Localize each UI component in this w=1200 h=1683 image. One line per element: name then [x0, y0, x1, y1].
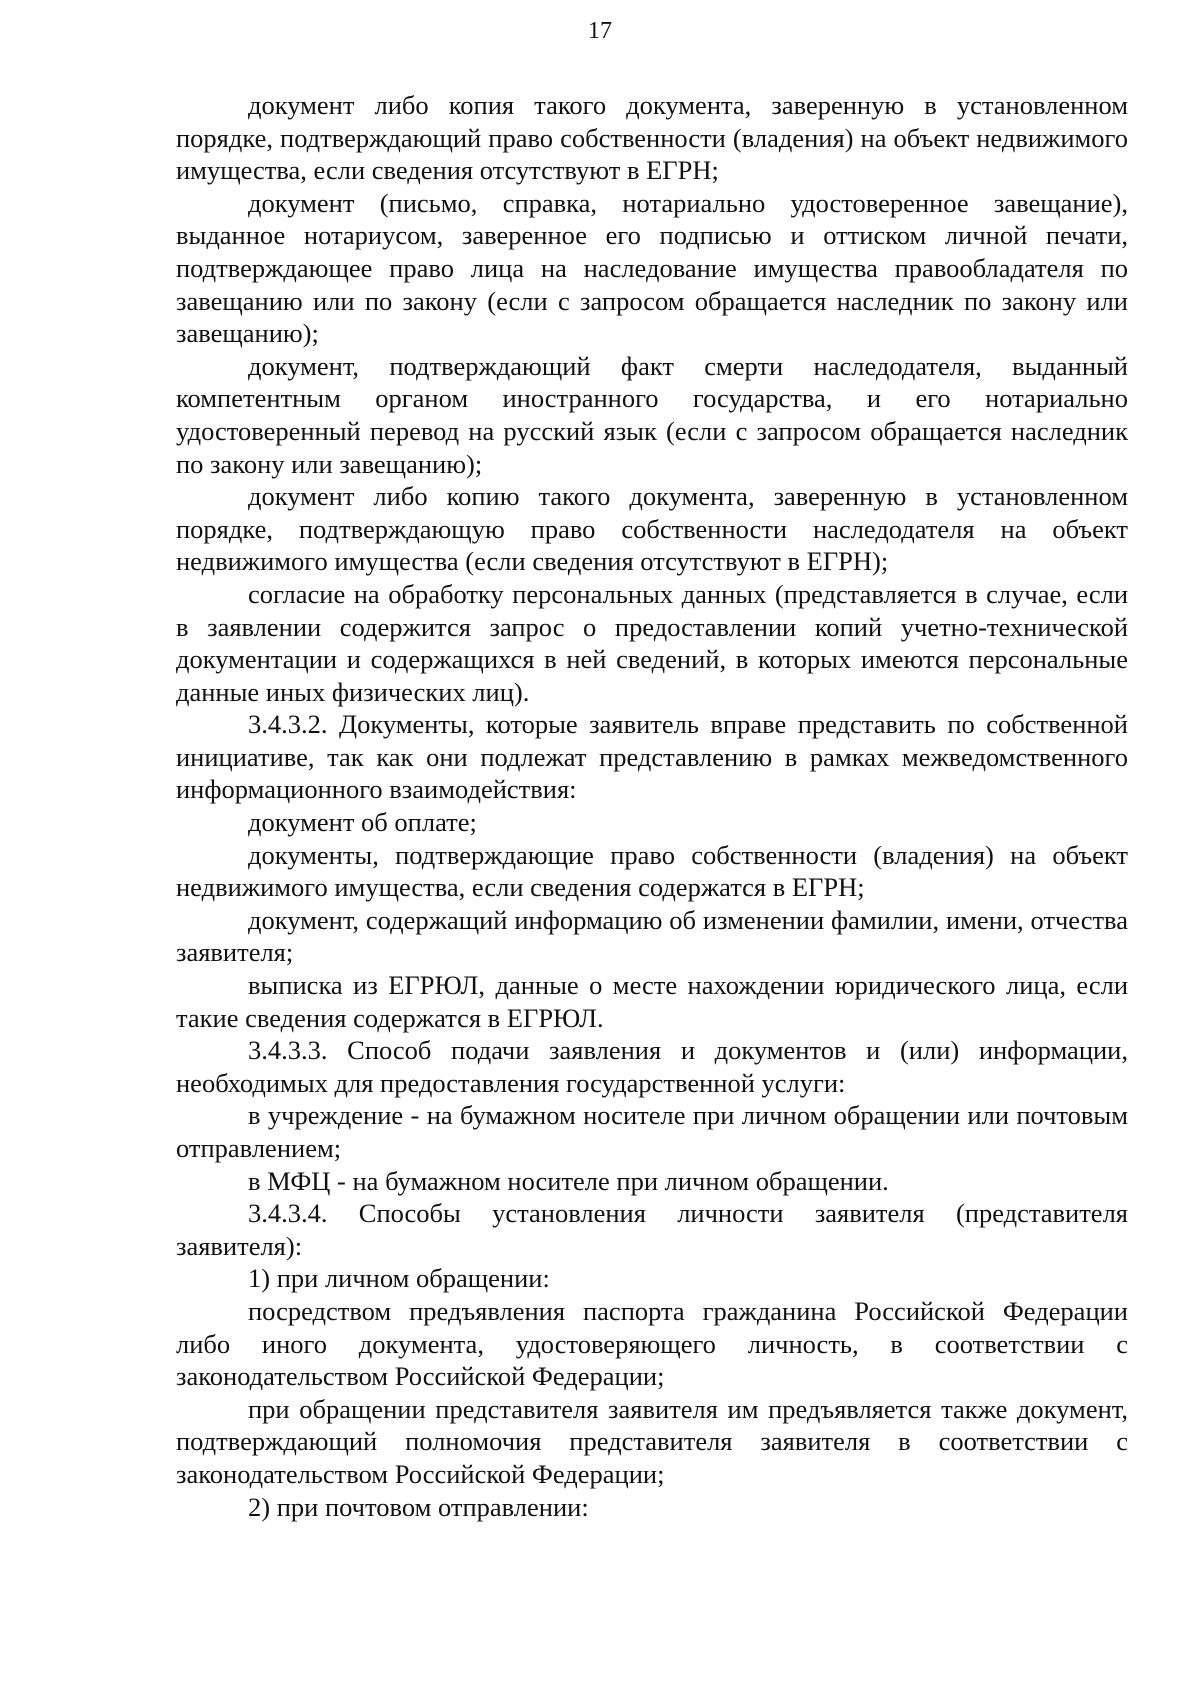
paragraph: посредством предъявления паспорта гражданина Российской Федерации либо иного документа, удостоверяющего личность, в соответствии с законодательством Российской Федерации; [176, 1295, 1128, 1392]
document-body [176, 89, 1128, 1523]
paragraph: 2) при почтовом отправлении: [248, 1491, 589, 1522]
paragraph: выписка из ЕГРЮЛ, данные о месте нахождении юридического лица, если такие сведения содержатся в ЕГРЮЛ. [176, 970, 1128, 1033]
paragraph: при обращении представителя заявителя им предъявляется также документ, подтверждающий полномочия представителя заявителя в соответствии с законодательством Российской Федерации; [176, 1393, 1128, 1489]
paragraph: документы, подтверждающие право собственности (владения) на объект недвижимого имущества, если сведения содержатся в ЕГРН; [176, 839, 1128, 903]
paragraph: документ об оплате; [248, 807, 477, 838]
paragraph: в МФЦ - на бумажном носителе при личном обращении. [248, 1165, 889, 1196]
paragraph: документ либо копия такого документа, заверенную в установленном порядке, подтверждающий право собственности (владения) на объект недвижимого имущества, если сведения отсутствуют в ЕГРН; [176, 90, 1128, 186]
paragraph: 3.4.3.4. Способы установления личности заявителя (представителя заявителя): [176, 1198, 1128, 1261]
paragraph: 1) при личном обращении: [248, 1263, 550, 1294]
paragraph: документ либо копию такого документа, заверенную в установленном порядке, подтверждающую право собственности наследодателя на объект недвижимого имущества (если сведения отсутствуют в ЕГРН); [176, 481, 1128, 577]
page-number: 17 [588, 18, 612, 44]
paragraph: документ (письмо, справка, нотариально удостоверенное завещание), выданное нотариусом, заверенное его подписью и оттиском личной печати, подтверждающее право лица на наследование имущества правообладателя по завещанию или по закону (если с запросом обращается наследник по закону или завещанию); [176, 187, 1128, 349]
paragraph: 3.4.3.2. Документы, которые заявитель вправе представить по собственной инициативе, так как они подлежат представлению в рамках межведомственного информационного взаимодействия: [176, 709, 1128, 805]
paragraph: документ, содержащий информацию об изменении фамилии, имени, отчества заявителя; [176, 904, 1128, 968]
paragraph: в учреждение - на бумажном носителе при личном обращении или почтовым отправлением; [176, 1100, 1128, 1163]
paragraph: документ, подтверждающий факт смерти наследодателя, выданный компетентным органом иностранного государства, и его нотариально удостоверенный перевод на русский язык (если с запросом обращается наследник по закону или завещанию); [176, 350, 1128, 479]
paragraph: согласие на обработку персональных данных (представляется в случае, если в заявлении содержится запрос о предоставлении копий учетно-технической документации и содержащихся в ней сведений, в которых имеются персональные данные иных физических лиц). [176, 578, 1128, 707]
paragraph: 3.4.3.3. Способ подачи заявления и документов и (или) информации, необходимых для предоставления государственной услуги: [176, 1035, 1128, 1098]
